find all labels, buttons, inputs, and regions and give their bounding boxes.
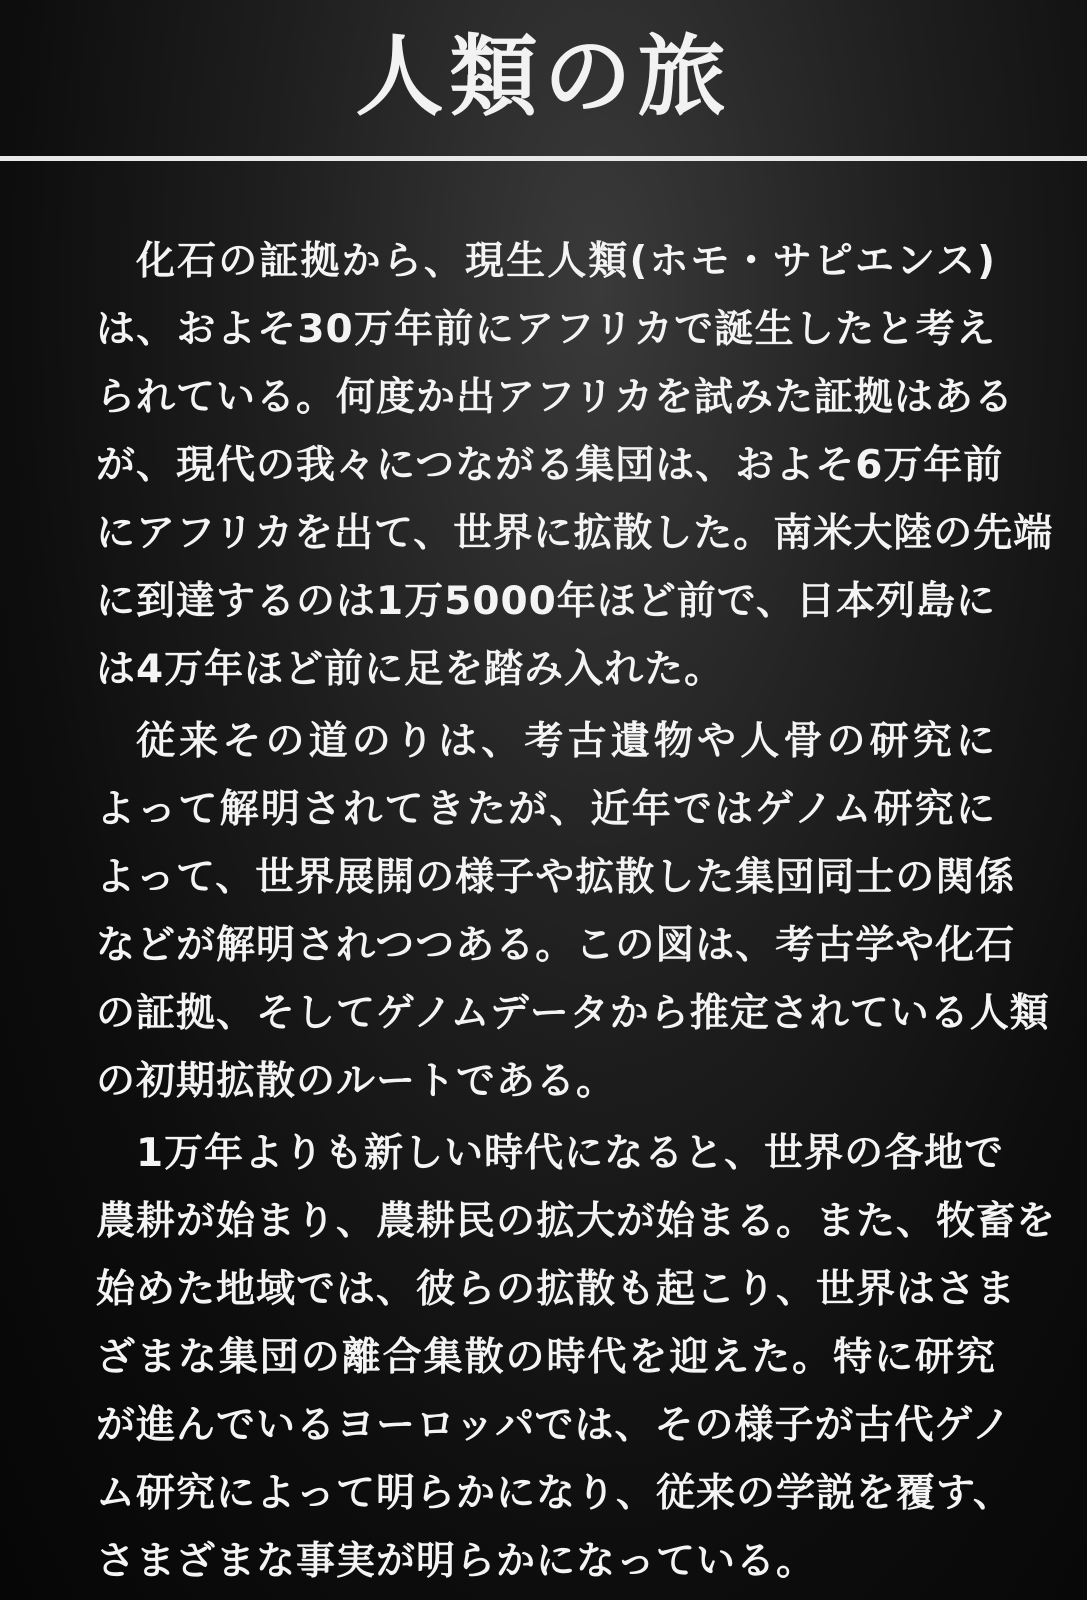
text-line: は、およそ30万年前にアフリカで誕生したと考え [96, 307, 996, 352]
text-line: 化石の証拠から、現生人類(ホモ・サピエンス) [136, 239, 996, 284]
text-line: は4万年ほど前に足を踏み入れた。 [96, 647, 725, 692]
text-line: よって、世界展開の様子や拡散した集団同士の関係 [96, 855, 1016, 900]
text-line: が、現代の我々につながる集団は、およそ6万年前 [96, 443, 1004, 488]
text-line: さまざまな事実が明らかになっている。 [96, 1539, 817, 1584]
title-divider [0, 156, 1087, 161]
text-line: 始めた地域では、彼らの拡散も起こり、世界はさま [96, 1267, 1017, 1312]
panel-body [96, 228, 1057, 1596]
text-line: の初期拡散のルートである。 [96, 1059, 617, 1104]
paragraph-2 [96, 708, 1050, 1116]
text-line: ざまな集団の離合集散の時代を迎えた。特に研究 [96, 1335, 996, 1380]
text-line: が進んでいるヨーロッパでは、その様子が古代ゲノ [96, 1403, 1012, 1448]
text-line: 従来その道のりは、考古遺物や人骨の研究に [136, 719, 996, 764]
text-line: の証拠、そしてゲノムデータから推定されている人類 [96, 991, 1050, 1036]
text-line: よって解明されてきたが、近年ではゲノム研究に [96, 787, 996, 832]
text-line: などが解明されつつある。この図は、考古学や化石 [96, 923, 1016, 968]
paragraph-1 [96, 228, 1054, 704]
paragraph-3 [96, 1120, 1057, 1596]
text-line: にアフリカを出て、世界に拡散した。南米大陸の先端 [96, 511, 1054, 556]
panel-title: 人類の旅 [355, 25, 732, 128]
text-line: 1万年よりも新しい時代になると、世界の各地で [136, 1131, 1005, 1176]
text-line: に到達するのは1万5000年ほど前で、日本列島に [96, 579, 996, 624]
text-line: ム研究によって明らかになり、従来の学説を覆す、 [96, 1471, 1013, 1516]
text-line: 農耕が始まり、農耕民の拡大が始まる。また、牧畜を [96, 1199, 1057, 1244]
text-line: られている。何度か出アフリカを試みた証拠はある [96, 375, 1015, 420]
